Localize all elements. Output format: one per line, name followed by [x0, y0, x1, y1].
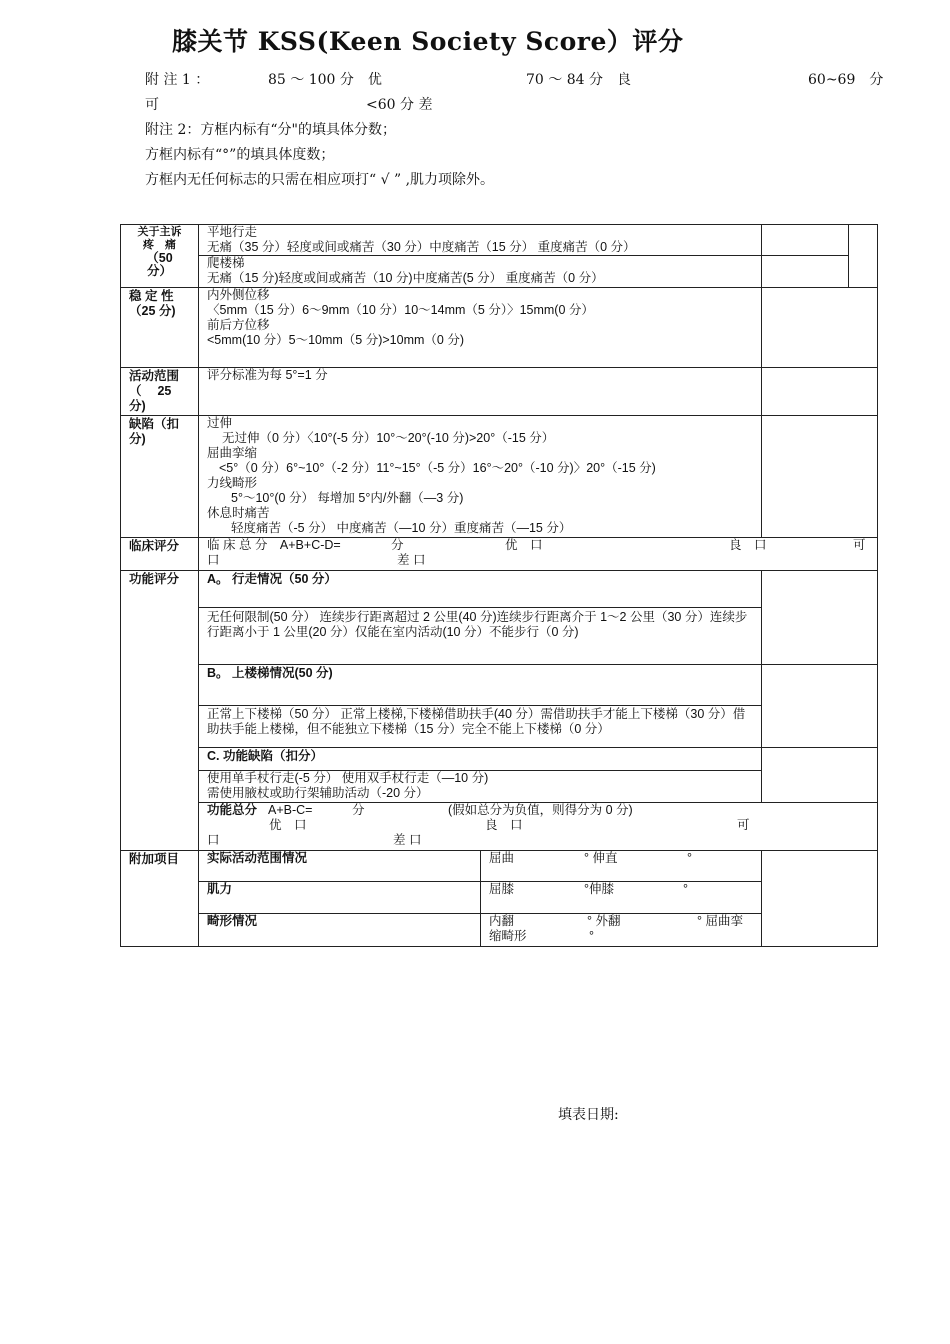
function-total-label: 功能总分	[207, 803, 258, 817]
pain-walk-options[interactable]: 无痛（35 分）轻度或间或痛苦（30 分）中度痛苦（15 分） 重度痛苦（0 分）	[207, 240, 636, 254]
extra-label: 附加项目	[121, 851, 199, 947]
page-title: 膝关节 KSS(Keen Society Score）评分	[172, 27, 684, 56]
function-total-note: (假如总分为负值，则得分为 0 分)	[448, 803, 633, 817]
extra-deform-valgus[interactable]: ° 外翻	[587, 914, 621, 928]
function-total-content	[199, 803, 878, 851]
stability-ap-title: 前后方位移	[207, 318, 270, 332]
pain-label: 关于主诉 疼 痛 （50 分）	[121, 225, 199, 288]
extra-rom-title: 实际活动范围情况	[199, 851, 481, 882]
pain-total-box[interactable]	[848, 225, 877, 287]
clinical-fair-checkbox[interactable]: 口	[207, 553, 220, 567]
deduction-label: 缺陷（扣分)	[121, 416, 199, 538]
function-walk-score-box[interactable]	[762, 571, 878, 665]
extra-deform-contract[interactable]: ° 屈曲挛	[697, 914, 743, 928]
extra-muscle-ext[interactable]: °伸膝	[584, 882, 614, 896]
stability-ml-title: 内外侧位移	[207, 288, 270, 302]
function-stairs-options[interactable]: 正常上下楼梯（50 分） 正常上楼梯,下楼梯借助扶手(40 分）需借助扶手才能上下楼梯（30 分）借助扶手能上楼梯，但不能独立下楼梯（15 分）完全不能上下楼梯（0 分）	[199, 706, 762, 748]
pain-stairs-title: 爬楼梯	[207, 256, 245, 270]
note1-fair-range: 60~69 分	[808, 72, 884, 88]
function-defect-line1[interactable]: 使用单手杖行走(-5 分） 使用双手杖行走（—10 分)	[207, 771, 489, 785]
extra-rom-flex[interactable]: 屈曲	[489, 851, 515, 865]
clinical-unit: 分	[391, 538, 404, 552]
extra-deform-title: 畸形情况	[199, 914, 481, 947]
deduction-hyper-title: 过伸	[207, 416, 233, 430]
deduction-rest-title: 休息时痛苦	[207, 506, 270, 520]
function-defect-score-box[interactable]	[762, 748, 878, 803]
function-walk-options[interactable]: 无任何限制(50 分） 连续步行距离超过 2 公里(40 分)连续步行距离介于 1～2 公里（30 分）连续步行距离小于 1 公里(20 分）仅能在室内活动(10 分）不能步行（0 分)	[199, 608, 762, 665]
clinical-poor-checkbox[interactable]: 差 口	[397, 553, 426, 567]
deduction-hyper-options[interactable]: 无过伸（0 分）〈10°(-5 分）10°～20°(-10 分)>20°（-15 分）	[222, 431, 555, 445]
function-label: 功能评分	[121, 571, 199, 851]
deduction-rest-options[interactable]: 轻度痛苦（-5 分） 中度痛苦（—10 分）重度痛苦（—15 分）	[231, 521, 572, 535]
deduction-flex-options[interactable]: <5°（0 分）6°~10°（-2 分）11°~15°（-5 分）16°～20°（-10 分)〉20°（-15 分)	[219, 461, 656, 475]
fill-date-label: 填表日期:	[558, 1107, 619, 1123]
stability-ml-options[interactable]: 〈5mm（15 分）6～9mm（10 分）10～14mm（5 分）〉15mm(0 分）	[207, 303, 594, 317]
extra-deform-contract2: 缩畸形	[489, 929, 527, 943]
extra-rom-ext[interactable]: ° 伸直	[584, 851, 618, 865]
rom-label: 活动范围（ 25 分)	[121, 368, 199, 416]
extra-muscle-flex[interactable]: 屈膝	[489, 882, 515, 896]
clinical-total: 临 床 总 分 A+B+C-D=	[207, 538, 341, 552]
function-defect-title: C. 功能缺陷（扣分）	[199, 748, 762, 771]
clinical-content	[199, 538, 878, 571]
deduction-align-options[interactable]: 5°～10°(0 分） 每增加 5°内/外翻（—3 分)	[231, 491, 464, 505]
pain-stairs-score-box[interactable]	[762, 256, 848, 287]
function-walk-title: A。 行走情况（50 分）	[199, 571, 762, 608]
function-stairs-score-box[interactable]	[762, 665, 878, 748]
function-excellent-checkbox[interactable]: 优 口	[269, 818, 307, 832]
extra-muscle-deg: °	[683, 882, 688, 896]
function-fair-label: 可	[737, 818, 750, 832]
pain-stairs-options[interactable]: 无痛（15 分)轻度或间或痛苦（10 分)中度痛苦(5 分） 重度痛苦（0 分）	[207, 271, 604, 285]
note3: 方框内标有“°”的填具体度数；	[145, 147, 335, 163]
deduction-flex-title: 屈曲挛缩	[207, 446, 258, 460]
clinical-fair-label: 可	[853, 538, 866, 552]
stability-score-box[interactable]	[762, 288, 878, 368]
extra-rom-deg: °	[687, 851, 692, 865]
deduction-score-box[interactable]	[762, 416, 878, 538]
extra-deform-deg: °	[589, 929, 594, 943]
stability-content	[199, 288, 762, 368]
extra-deform-varus[interactable]: 内翻	[489, 914, 515, 928]
function-defect-options	[199, 771, 762, 803]
rom-text: 评分标准为每 5°=1 分	[199, 368, 762, 416]
function-defect-line2[interactable]: 需使用腋杖或助行架辅助活动（-20 分）	[207, 786, 429, 800]
extra-deform-content	[481, 914, 762, 947]
function-stairs-title: B。 上楼梯情况(50 分)	[199, 665, 762, 706]
kss-score-table	[120, 224, 878, 947]
pain-walk-title: 平地行走	[207, 225, 258, 239]
rom-score-box[interactable]	[762, 368, 878, 416]
note2: 附注 2：方框内标有“分"的填具体分数；	[145, 122, 396, 138]
stability-label: 稳 定 性（25 分)	[121, 288, 199, 368]
pain-score-cell	[762, 225, 878, 288]
function-fair-checkbox[interactable]: 口	[207, 833, 220, 847]
clinical-good-checkbox[interactable]: 良 口	[729, 538, 767, 552]
clinical-label: 临床评分	[121, 538, 199, 571]
extra-muscle-title: 肌力	[199, 882, 481, 914]
function-good-checkbox[interactable]: 良 口	[485, 818, 523, 832]
stability-ap-options[interactable]: <5mm(10 分）5～10mm（5 分)>10mm（0 分)	[207, 333, 465, 347]
note1-good: 70 ～ 84 分 良	[526, 72, 631, 88]
function-poor-checkbox[interactable]: 差 口	[393, 833, 422, 847]
clinical-excellent-checkbox[interactable]: 优 口	[505, 538, 543, 552]
note1-label: 附 注 1 ：	[145, 72, 210, 88]
deduction-align-title: 力线畸形	[207, 476, 258, 490]
extra-rom-content	[481, 851, 762, 882]
note1-excellent: 85 ～ 100 分 优	[268, 72, 382, 88]
note1-fair: 可	[145, 97, 159, 113]
function-total-formula: A+B-C=	[268, 803, 313, 817]
extra-score-box[interactable]	[762, 851, 878, 947]
pain-walk-score-box[interactable]	[762, 225, 848, 256]
note1-poor: <60 分 差	[366, 97, 433, 113]
function-total-unit: 分	[352, 803, 365, 817]
pain-content	[199, 225, 762, 288]
deduction-content	[199, 416, 762, 538]
extra-muscle-content	[481, 882, 762, 914]
note4: 方框内无任何标志的只需在相应项打“ √ ” ,肌力项除外。	[145, 172, 495, 188]
